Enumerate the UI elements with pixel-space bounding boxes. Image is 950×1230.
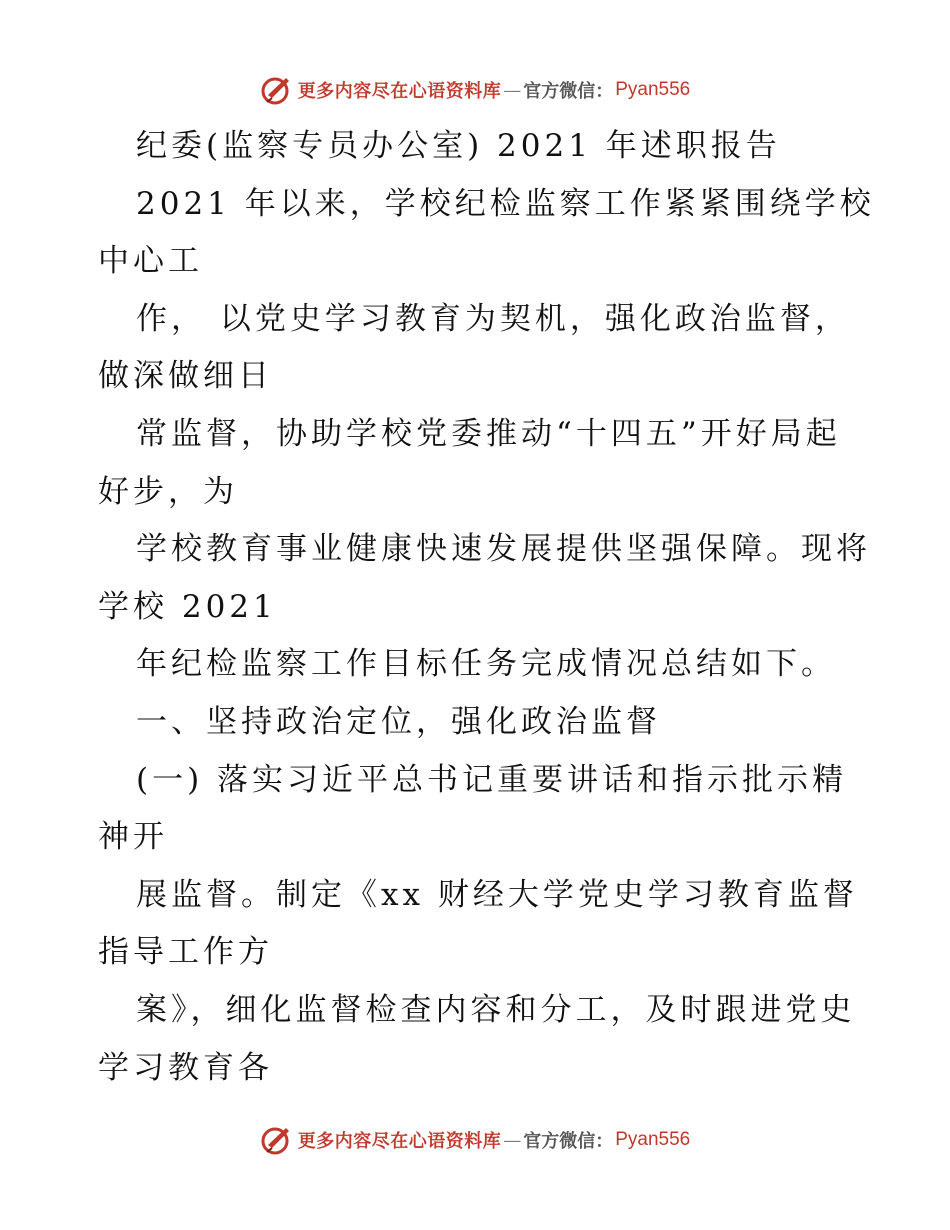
text-line: 展监督。制定《xx 财经大学党史学习教育监督 <box>136 876 858 913</box>
watermark-main-text: 更多内容尽在心语资料库 <box>297 1131 502 1152</box>
text-line: 作， 以党史学习教育为契机，强化政治监督， <box>136 300 850 337</box>
text-line: 好步，为 <box>98 473 238 510</box>
watermark-footer <box>0 1120 950 1160</box>
text-line: (一) 落实习近平总书记重要讲话和指示批示精 <box>136 761 848 798</box>
text-line: 纪委(监察专员办公室) 2021 年述职报告 <box>136 128 781 164</box>
watermark-label: 官方微信： <box>523 81 614 102</box>
quill-logo-icon <box>260 73 294 107</box>
watermark-label: 官方微信： <box>523 1131 614 1152</box>
text-line: 常监督，协助学校党委推动“十四五”开好局起 <box>136 415 841 452</box>
text-line: 案》，细化监督检查内容和分工，及时跟进党史 <box>136 991 856 1028</box>
text-line: 一、坚持政治定位，强化政治监督 <box>136 703 661 740</box>
watermark-main-text: 更多内容尽在心语资料库 <box>297 81 502 102</box>
quill-logo-icon <box>260 1123 294 1157</box>
watermark-separator: — <box>503 79 522 101</box>
text-line: 学校教育事业健康快速发展提供坚强保障。现将 <box>136 531 871 568</box>
text-line: 神开 <box>98 819 168 856</box>
text-line: 学习教育各 <box>98 1049 273 1086</box>
watermark-wechat-id: Pyan556 <box>615 79 691 100</box>
text-line: 学校 2021 <box>98 588 277 625</box>
text-line: 2021 年以来，学校纪检监察工作紧紧围绕学校 <box>136 185 875 222</box>
watermark-separator: — <box>503 1129 522 1151</box>
text-line: 中心工 <box>98 243 203 280</box>
text-line: 做深做细日 <box>98 358 273 395</box>
text-line: 指导工作方 <box>98 934 273 971</box>
text-line: 年纪检监察工作目标任务完成情况总结如下。 <box>136 646 836 683</box>
watermark-wechat-id: Pyan556 <box>615 1129 691 1150</box>
document-body <box>98 118 875 1097</box>
watermark-header <box>0 70 950 110</box>
